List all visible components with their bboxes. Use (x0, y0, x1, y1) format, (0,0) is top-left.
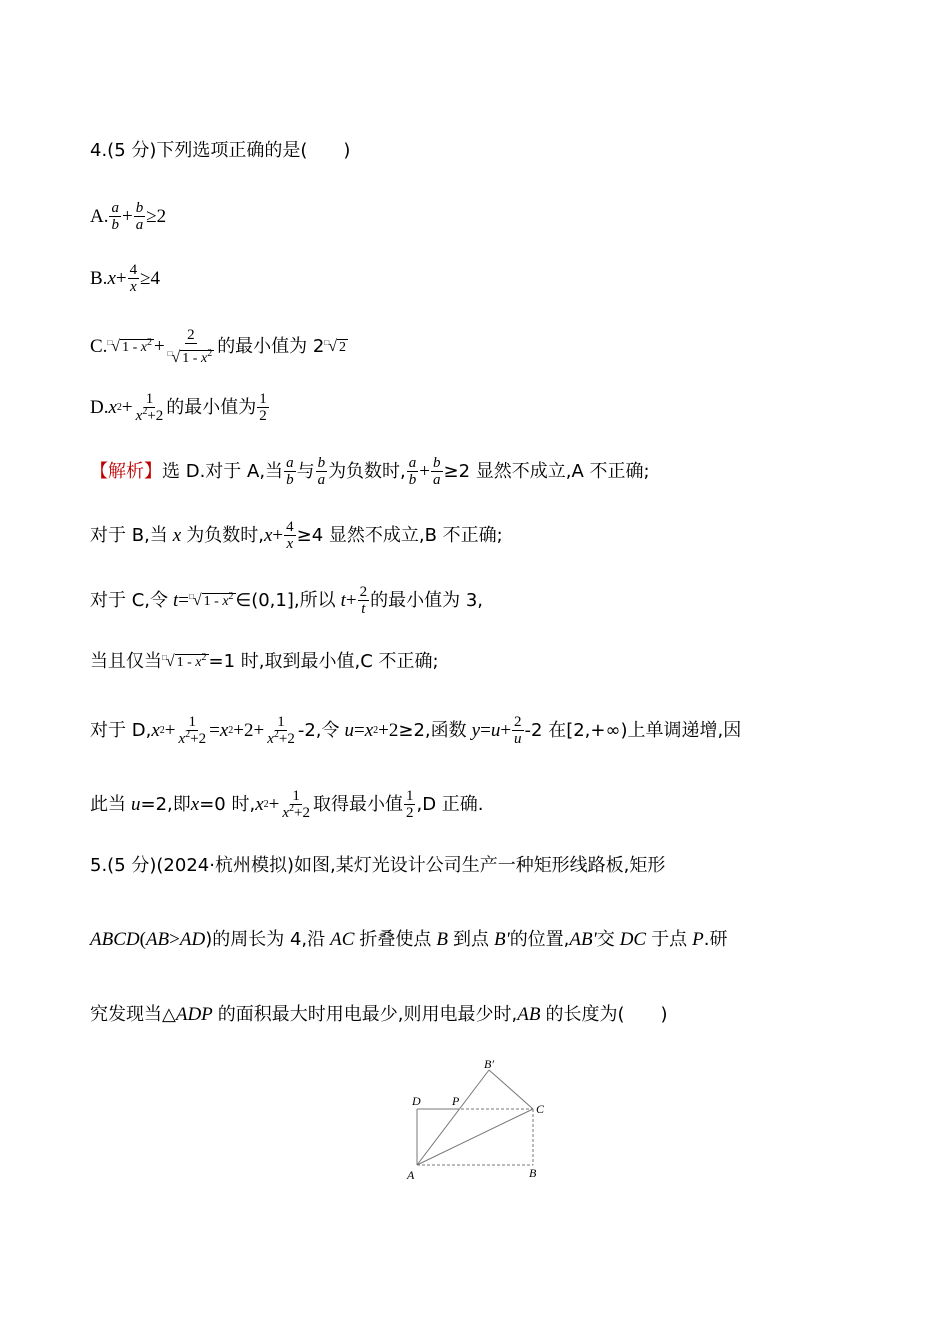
q5-ad: AD (179, 929, 206, 950)
q5-line1-text: 5.(5 分)(2024·杭州模拟)如图,某灯光设计公司生产一种矩形线路板,矩形 (90, 855, 666, 876)
sol6-e: ,D 正确. (416, 793, 484, 815)
sol2-c: ≥4 显然不成立,B 不正确; (296, 524, 503, 546)
q4-option-c: C. □ √ $1 - x^2$ + 2 □ √ $1 - x^2$ 的最小值为 2 □ √ 2 (90, 327, 346, 366)
solution-line-5: 对于 D, x 2 + $\frac{1}{x^2+2}$ = x 2 +2+ $\frac{1}{x^2+2}$ -2,令 u = x 2 +2 ≥2,函数 y = u + $\frac{2}{u}$ -2 在[2,+∞)上单调递增,因 (90, 714, 742, 747)
q5-bprime: B' (494, 929, 510, 950)
sol6-a: 此当 (90, 793, 126, 815)
sol3-c: 的最小值为 3, (370, 589, 484, 611)
q5-l2h: 折叠使点 (359, 929, 432, 950)
label-b-prime: B′ (484, 1057, 494, 1071)
option-d-text: 的最小值为 (166, 396, 257, 418)
sol4-a: 当且仅当 (90, 651, 162, 672)
q5-gt: > (169, 929, 180, 950)
root-1-minus-x2: □ √ $1 - x^2$ (107, 337, 152, 355)
q5-abcd: ABCD (90, 929, 140, 950)
label-c: C (536, 1102, 545, 1116)
sol5-c: ≥2,函数 (398, 719, 467, 741)
q5-l2f: )的周长为 4,沿 (205, 929, 326, 950)
sol1-d: ≥2 显然不成立,A 不正确; (443, 460, 650, 482)
label-a: A (407, 1168, 415, 1182)
q5-line-3 (90, 1003, 668, 1027)
q5-l2n: 交 (596, 929, 615, 950)
sol5-a: 对于 D, (90, 719, 152, 741)
segment-ab-prime (417, 1070, 489, 1165)
segment-b-prime-c (489, 1070, 533, 1109)
sol6-c: =0 时, (199, 793, 256, 815)
q5-l2p: 于点 (651, 929, 688, 950)
fraction-b-over-a: $\frac{b}{a}$ (135, 200, 144, 233)
solution-line-2: 对于 B,当 x 为负数时, x + $\frac{4}{x}$ ≥4 显然不成立,B 不正确; (90, 519, 503, 552)
q4-stem (90, 139, 350, 163)
q5-b: B (436, 929, 449, 950)
fraction-2-over-root: 2 □ √ $1 - x^2$ (167, 327, 213, 366)
sol1-a: 选 D.对于 A,当 (162, 460, 284, 482)
sol4-b: =1 时,取到最小值,C 不正确; (208, 651, 439, 672)
q5-line-2 (90, 928, 727, 952)
q5-ab2: AB (517, 1004, 541, 1025)
q4-option-a: A. $\frac{a}{b}$ + $\frac{b}{a}$ ≥2 (90, 200, 167, 233)
q5-l3c: 的面积最大时用电最少,则用电最少时, (217, 1004, 518, 1025)
sol3-b: ∈(0,1],所以 (235, 589, 336, 611)
q5-dc: DC (619, 929, 647, 950)
label-p: P (452, 1094, 460, 1108)
q5-ac: AC (330, 929, 355, 950)
sol5-d: -2 在[2,+∞)上单调递增,因 (524, 719, 742, 741)
q5-line-1 (90, 854, 665, 878)
segment-ac (417, 1109, 533, 1165)
option-d-label: D. (90, 396, 109, 418)
root-2: □ √ 2 (324, 338, 346, 355)
solution-line-6: 此当 u =2,即 x =0 时, x 2 + $\frac{1}{x^2+2}$ 取得最小值 $\frac{1}{2}$ ,D 正确. (90, 788, 484, 821)
sol3-a: 对于 C,令 (90, 589, 169, 611)
option-b-label: B. (90, 267, 108, 289)
sol6-b: =2,即 (140, 793, 191, 815)
q5-adp: ADP (175, 1004, 213, 1025)
q5-l2l: 的位置, (509, 929, 570, 950)
q5-l2j: 到点 (453, 929, 490, 950)
solution-line-4: 当且仅当 □ √ $1 - x^2$ =1 时,取到最小值,C 不正确; (90, 651, 439, 672)
solution-line-3: 对于 C,令 t = □ √ $1 - x^2$ ∈(0,1],所以 t + $\frac{2}{t}$ 的最小值为 3, (90, 584, 484, 617)
sol2-b: 为负数时, (186, 524, 264, 546)
fraction-4-over-x: $\frac{4}{x}$ (129, 262, 138, 295)
fraction-one-half: $\frac{1}{2}$ (259, 391, 267, 424)
q4-option-b: B. x + $\frac{4}{x}$ ≥4 (90, 262, 161, 295)
q5-ab: AB (145, 929, 170, 950)
option-c-label: C. (90, 336, 108, 357)
solution-tag: 【解析】 (90, 460, 162, 482)
q4-option-d: D. x 2 + $\frac{1}{x^2+2}$ 的最小值为 $\frac{1}{2}$ (90, 391, 267, 424)
q5-abprime: AB' (569, 929, 597, 950)
sol6-d: 取得最小值 (312, 793, 403, 815)
fraction-a-over-b: $\frac{a}{b}$ (111, 200, 119, 233)
q4-stem-text: 4.(5 分)下列选项正确的是( ) (90, 140, 351, 161)
sol1-c: 为负数时, (328, 460, 406, 482)
sol5-b: -2,令 (297, 719, 340, 741)
label-b: B (529, 1166, 537, 1180)
solution-line-1: 【解析】 选 D.对于 A,当 $\frac{a}{b}$ 与 $\frac{b}{a}$ 为负数时, $\frac{a}{b}$ + $\frac{b}{a}$ ≥2 显然不成立,A 不正确; (90, 455, 650, 488)
option-c-text: 的最小值为 2 (217, 336, 325, 357)
option-a-label: A. (90, 205, 109, 227)
q5-l3e: 的长度为( ) (545, 1004, 668, 1025)
geometry-figure (395, 1055, 560, 1185)
label-d: D (412, 1094, 421, 1108)
q5-l3a: 究发现当△ (90, 1004, 176, 1025)
sol1-b: 与 (296, 460, 315, 482)
q5-l2r: .研 (703, 929, 728, 950)
q5-paren: ( (139, 929, 146, 950)
sol2-a: 对于 B,当 (90, 524, 168, 546)
fraction-1-over-x2plus2: $\frac{1}{x^2+2}$ (135, 391, 164, 424)
q5-p: P (692, 929, 704, 950)
